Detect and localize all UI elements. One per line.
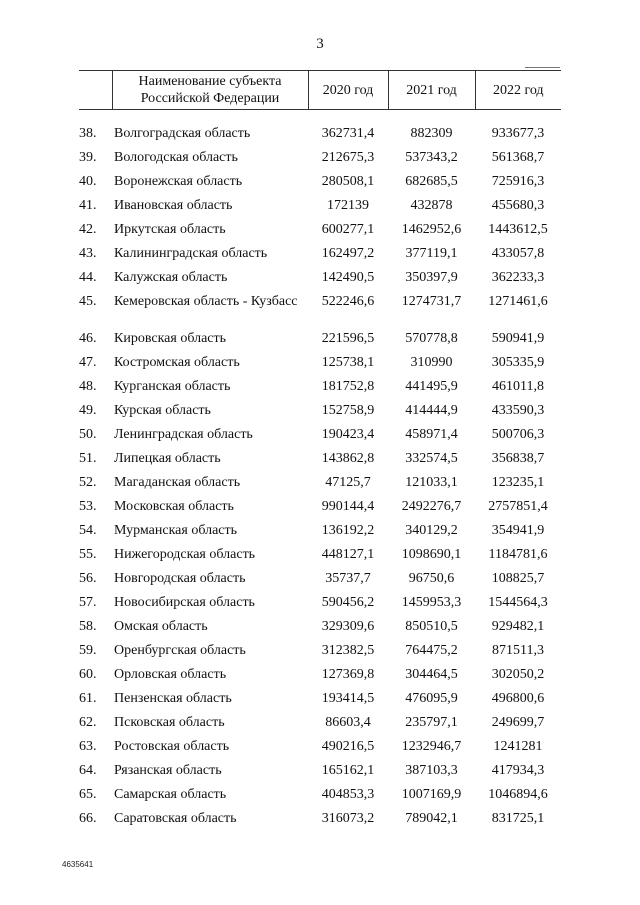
- value-2020: 280508,1: [321, 174, 375, 189]
- value-2022: 108825,7: [491, 571, 545, 586]
- subject-name: Нижегородская область: [114, 547, 256, 562]
- value-2020: 212675,3: [321, 150, 375, 165]
- table-row: [79, 197, 561, 221]
- table-body: [79, 110, 561, 835]
- table-row: [79, 570, 561, 594]
- table-row: [79, 594, 561, 618]
- value-2021: 882309: [410, 126, 453, 141]
- row-number: 51.: [79, 451, 97, 466]
- subject-name: Псковская область: [114, 715, 225, 730]
- row-number: 40.: [79, 174, 97, 189]
- value-2020: 142490,5: [321, 270, 375, 285]
- value-2021: 96750,6: [408, 571, 455, 586]
- table-row: [79, 762, 561, 786]
- subject-name: Липецкая область: [114, 451, 221, 466]
- table-row: [79, 330, 561, 354]
- row-number: 58.: [79, 619, 97, 634]
- subject-name: Московская область: [114, 499, 234, 514]
- row-number: 64.: [79, 763, 97, 778]
- subject-name: Пензенская область: [114, 691, 232, 706]
- table-row: [79, 221, 561, 245]
- page-number: 3: [316, 36, 324, 52]
- subject-name: Курганская область: [114, 379, 231, 394]
- value-2020: 47125,7: [325, 475, 371, 490]
- value-2021: 121033,1: [405, 475, 458, 490]
- row-number: 46.: [79, 331, 97, 346]
- table-row: [79, 354, 561, 378]
- value-2021: 377119,1: [405, 246, 458, 261]
- value-2021: 1274731,7: [401, 294, 462, 309]
- value-2020: 143862,8: [321, 451, 375, 466]
- value-2021: 1232946,7: [401, 739, 462, 754]
- subjects-table: [79, 70, 561, 834]
- value-2022: 1184781,6: [488, 547, 548, 562]
- value-2022: 1443612,5: [488, 222, 548, 237]
- table-row: [79, 378, 561, 402]
- header-2021: 2021 год: [388, 71, 475, 110]
- value-2020: 152758,9: [321, 403, 375, 418]
- subject-name: Саратовская область: [114, 811, 237, 826]
- subject-name: Курская область: [114, 403, 211, 418]
- subject-name: Оренбургская область: [114, 643, 246, 658]
- value-2020: 136192,2: [321, 523, 375, 538]
- table-row: [79, 522, 561, 546]
- table-row: [79, 810, 561, 834]
- value-2021: 387103,3: [405, 763, 458, 778]
- header-number: [79, 71, 112, 110]
- document-code: 4635641: [62, 860, 94, 869]
- subject-name: Рязанская область: [114, 763, 222, 778]
- value-2020: 181752,8: [321, 379, 375, 394]
- value-2021: 1462952,6: [401, 222, 462, 237]
- table-row: [79, 714, 561, 738]
- value-2021: 682685,5: [405, 174, 458, 189]
- table-row: [79, 269, 561, 293]
- value-2020: 522246,6: [321, 294, 375, 309]
- value-2021: 458971,4: [405, 427, 458, 442]
- header-subject-name: Наименование субъекта Российской Федерации: [112, 71, 308, 110]
- row-number: 59.: [79, 643, 97, 658]
- value-2022: 590941,9: [491, 331, 545, 346]
- row-number: 61.: [79, 691, 97, 706]
- table-row: [79, 149, 561, 173]
- subject-name: Новгородская область: [114, 571, 246, 586]
- row-number: 47.: [79, 355, 97, 370]
- value-2020: 490216,5: [321, 739, 375, 754]
- value-2022: 500706,3: [491, 427, 545, 442]
- value-2022: 2757851,4: [488, 499, 548, 514]
- row-number: 48.: [79, 379, 97, 394]
- table-row: [79, 666, 561, 690]
- row-number: 66.: [79, 811, 97, 826]
- value-2020: 35737,7: [325, 571, 371, 586]
- subject-name: Иркутская область: [114, 222, 226, 237]
- value-2022: 305335,9: [491, 355, 545, 370]
- subject-name: Кировская область: [114, 331, 227, 346]
- value-2022: 455680,3: [491, 198, 545, 213]
- value-2021: 310990: [410, 355, 453, 370]
- row-number: 52.: [79, 475, 97, 490]
- row-number: 41.: [79, 198, 97, 213]
- table-row: [79, 245, 561, 269]
- row-number: 62.: [79, 715, 97, 730]
- table-row: [79, 690, 561, 714]
- table-row: [79, 173, 561, 197]
- row-number: 42.: [79, 222, 97, 237]
- value-2021: 350397,9: [405, 270, 458, 285]
- row-number: 63.: [79, 739, 97, 754]
- scan-mark: [525, 67, 560, 68]
- value-2021: 1007169,9: [401, 787, 462, 802]
- subject-name: Самарская область: [114, 787, 227, 802]
- value-2021: 1459953,3: [401, 595, 462, 610]
- value-2022: 356838,7: [491, 451, 545, 466]
- value-2021: 332574,5: [405, 451, 458, 466]
- value-2020: 190423,4: [321, 427, 375, 442]
- table-row: [79, 474, 561, 498]
- table-header-row: [79, 71, 561, 110]
- header-2020: 2020 год: [308, 71, 388, 110]
- value-2022: 1544564,3: [488, 595, 548, 610]
- value-2022: 725916,3: [491, 174, 545, 189]
- row-number: 45.: [79, 294, 97, 309]
- value-2021: 789042,1: [405, 811, 458, 826]
- row-number: 38.: [79, 126, 97, 141]
- value-2020: 316073,2: [321, 811, 375, 826]
- value-2020: 404853,3: [321, 787, 375, 802]
- value-2022: 354941,9: [491, 523, 545, 538]
- subject-name: Ивановская область: [114, 198, 233, 213]
- subject-name: Ленинградская область: [114, 427, 253, 442]
- subject-name: Волгоградская область: [114, 126, 251, 141]
- value-2021: 476095,9: [405, 691, 458, 706]
- value-2020: 221596,5: [321, 331, 375, 346]
- subject-name: Новосибирская область: [114, 595, 255, 610]
- value-2020: 127369,8: [321, 667, 375, 682]
- value-2020: 86603,4: [325, 715, 371, 730]
- value-2020: 329309,6: [321, 619, 375, 634]
- value-2020: 162497,2: [321, 246, 375, 261]
- subject-name: Ростовская область: [114, 739, 230, 754]
- row-number: 54.: [79, 523, 97, 538]
- value-2020: 362731,4: [321, 126, 375, 141]
- row-number: 44.: [79, 270, 97, 285]
- value-2021: 432878: [410, 198, 453, 213]
- value-2021: 764475,2: [405, 643, 458, 658]
- subject-name: Магаданская область: [114, 475, 241, 490]
- table-row: [79, 546, 561, 570]
- subject-name: Вологодская область: [114, 150, 238, 165]
- value-2022: 461011,8: [492, 379, 544, 394]
- subject-name: Воронежская область: [114, 174, 243, 189]
- value-2021: 441495,9: [405, 379, 458, 394]
- subject-name: Калужская область: [114, 270, 228, 285]
- value-2021: 537343,2: [405, 150, 458, 165]
- row-number: 39.: [79, 150, 97, 165]
- value-2022: 362233,3: [491, 270, 545, 285]
- row-number: 65.: [79, 787, 97, 802]
- value-2022: 831725,1: [491, 811, 545, 826]
- table-row: [79, 786, 561, 810]
- value-2021: 2492276,7: [401, 499, 462, 514]
- table-row: [79, 738, 561, 762]
- value-2021: 235797,1: [405, 715, 458, 730]
- table-row: [79, 498, 561, 522]
- row-number: 50.: [79, 427, 97, 442]
- row-number: 49.: [79, 403, 97, 418]
- row-number: 43.: [79, 246, 97, 261]
- table-row: [79, 293, 561, 330]
- value-2022: 929482,1: [491, 619, 545, 634]
- subject-name: Калининградская область: [114, 246, 268, 261]
- header-2022: 2022 год: [475, 71, 561, 110]
- value-2020: 590456,2: [321, 595, 375, 610]
- value-2022: 1046894,6: [488, 787, 548, 802]
- value-2022: 302050,2: [491, 667, 545, 682]
- value-2020: 312382,5: [321, 643, 375, 658]
- value-2021: 304464,5: [405, 667, 458, 682]
- value-2020: 172139: [327, 198, 369, 213]
- table-row: [79, 110, 561, 150]
- value-2022: 496800,6: [491, 691, 545, 706]
- value-2022: 433590,3: [491, 403, 545, 418]
- row-number: 56.: [79, 571, 97, 586]
- subject-name: Кемеровская область - Кузбасс: [114, 294, 298, 309]
- value-2020: 125738,1: [321, 355, 375, 370]
- value-2020: 165162,1: [321, 763, 375, 778]
- value-2021: 414444,9: [405, 403, 458, 418]
- table-row: [79, 426, 561, 450]
- value-2021: 340129,2: [405, 523, 458, 538]
- value-2020: 600277,1: [321, 222, 375, 237]
- value-2021: 850510,5: [405, 619, 458, 634]
- value-2021: 1098690,1: [401, 547, 462, 562]
- table-row: [79, 642, 561, 666]
- row-number: 55.: [79, 547, 97, 562]
- row-number: 57.: [79, 595, 97, 610]
- value-2022: 1241281: [493, 739, 543, 754]
- value-2022: 933677,3: [491, 126, 545, 141]
- table-row: [79, 402, 561, 426]
- subject-name: Орловская область: [114, 667, 227, 682]
- value-2022: 871511,3: [492, 643, 544, 658]
- value-2022: 433057,8: [491, 246, 545, 261]
- subject-name: Костромская область: [114, 355, 240, 370]
- value-2021: 570778,8: [405, 331, 458, 346]
- table-row: [79, 450, 561, 474]
- value-2020: 193414,5: [321, 691, 375, 706]
- value-2020: 448127,1: [321, 547, 375, 562]
- row-number: 53.: [79, 499, 97, 514]
- table-row: [79, 618, 561, 642]
- value-2020: 990144,4: [321, 499, 375, 514]
- value-2022: 417934,3: [491, 763, 545, 778]
- value-2022: 1271461,6: [488, 294, 548, 309]
- row-number: 60.: [79, 667, 97, 682]
- value-2022: 249699,7: [491, 715, 545, 730]
- subject-name: Мурманская область: [114, 523, 238, 538]
- value-2022: 561368,7: [491, 150, 545, 165]
- subject-name: Омская область: [114, 619, 208, 634]
- value-2022: 123235,1: [491, 475, 545, 490]
